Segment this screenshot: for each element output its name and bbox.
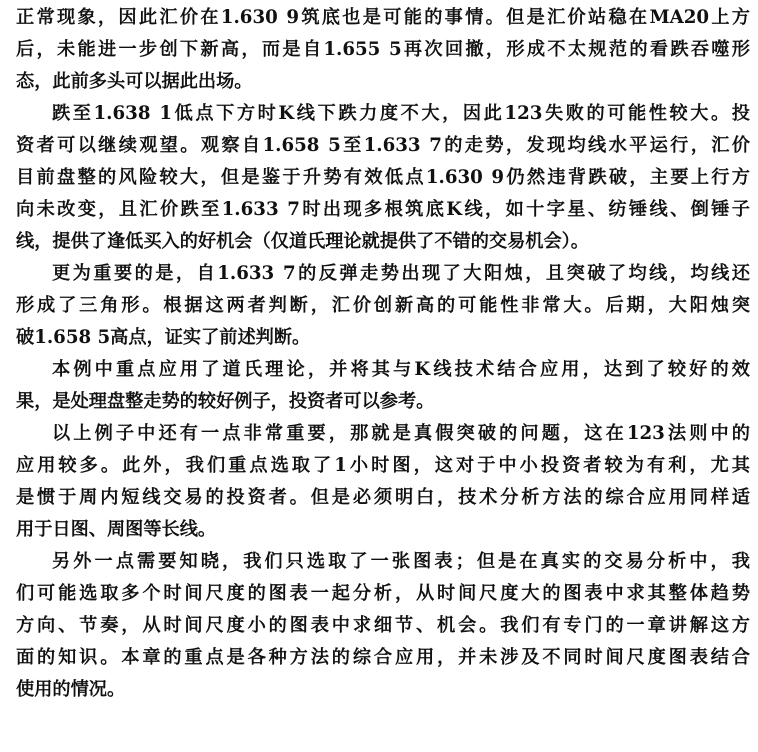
text-line: 使用的情况。	[16, 679, 126, 700]
text-line: 线，提供了逢低买入的好机会（仅道氏理论就提供了不错的交易机会）。	[16, 231, 589, 252]
text-line: 后，未能进一步创下新高，而是自1.655 5再次回撤，形成不太规范的看跌吞噬形	[16, 39, 750, 60]
paragraph	[16, 418, 750, 546]
text-line: 破1.658 5高点，证实了前述判断。	[16, 327, 311, 348]
paragraph	[16, 546, 750, 706]
text-line: 们可能选取多个时间尺度的图表一起分析，从时间尺度大的图表中求其整体趋势	[16, 583, 750, 604]
paragraph	[16, 354, 750, 418]
text-line: 向未改变，且汇价跌至1.633 7时出现多根筑底K线，如十字星、纺锤线、倒锤子	[16, 199, 750, 220]
text-line: 资者可以继续观望。观察自1.658 5至1.633 7的走势，发现均线水平运行，汇价	[16, 135, 750, 156]
text-line: 果，是处理盘整走势的较好例子，投资者可以参考。	[16, 391, 435, 412]
text-line: 用于日图、周图等长线。	[16, 519, 217, 540]
text-line: 更为重要的是，自1.633 7的反弹走势出现了大阳烛，且突破了均线，均线还	[52, 263, 750, 284]
text-line: 态，此前多头可以据此出场。	[16, 71, 253, 92]
text-line: 应用较多。此外，我们重点选取了1小时图，这对于中小投资者较为有利，尤其	[16, 455, 750, 476]
text-line: 形成了三角形。根据这两者判断，汇价创新高的可能性非常大。后期，大阳烛突	[16, 295, 750, 316]
text-line: 目前盘整的风险较大，但是鉴于升势有效低点1.630 9仍然违背跌破，主要上行方	[16, 167, 750, 188]
paragraph	[16, 258, 750, 354]
text-line: 是惯于周内短线交易的投资者。但是必须明白，技术分析方法的综合应用同样适	[16, 487, 750, 508]
text-line: 方向、节奏，从时间尺度小的图表中求细节、机会。我们有专门的一章讲解这方	[16, 615, 750, 636]
text-line: 面的知识。本章的重点是各种方法的综合应用，并未涉及不同时间尺度图表结合	[16, 647, 750, 668]
text-line: 以上例子中还有一点非常重要，那就是真假突破的问题，这在123法则中的	[52, 423, 750, 444]
document-page	[16, 2, 750, 706]
text-line: 另外一点需要知晓，我们只选取了一张图表；但是在真实的交易分析中，我	[52, 551, 750, 572]
text-line: 跌至1.638 1低点下方时K线下跌力度不大，因此123失败的可能性较大。投	[52, 103, 750, 124]
text-line: 本例中重点应用了道氏理论，并将其与K线技术结合应用，达到了较好的效	[52, 359, 750, 380]
text-line: 正常现象，因此汇价在1.630 9筑底也是可能的事情。但是汇价站稳在MA20上方	[16, 7, 750, 28]
paragraph	[16, 98, 750, 258]
paragraph	[16, 2, 750, 98]
